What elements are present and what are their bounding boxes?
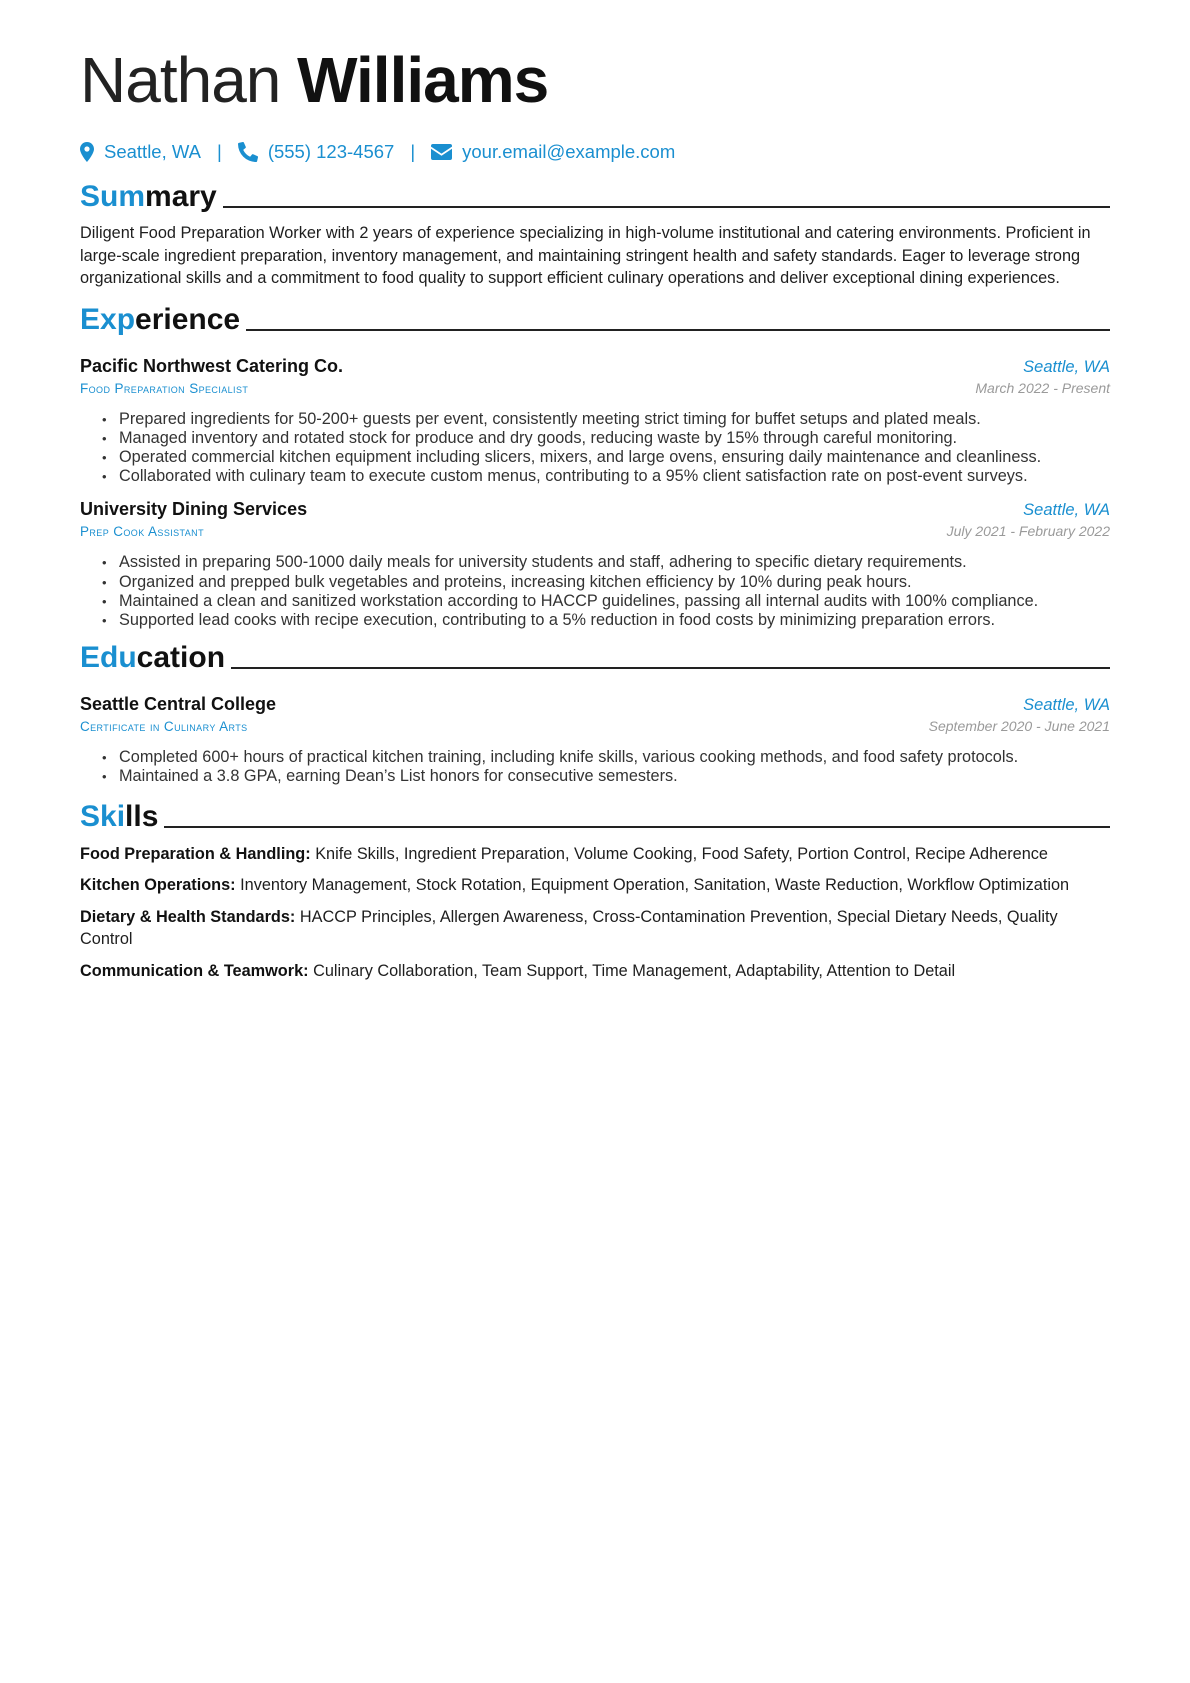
achievement-list xyxy=(80,410,1110,487)
list-item: • Managed inventory and rotated stock for produce and dry goods, reducing waste by 15% through careful monitoring. xyxy=(102,429,1110,448)
school-location: Seattle, WA xyxy=(1023,696,1110,715)
skill-row xyxy=(80,874,1110,897)
experience-entry xyxy=(80,499,1110,630)
education-entry xyxy=(80,694,1110,786)
list-item: • Maintained a 3.8 GPA, earning Dean’s List honors for consecutive semesters. xyxy=(102,767,1110,786)
contact-phone[interactable] xyxy=(238,141,395,163)
skill-category: Food Preparation & Handling: xyxy=(80,844,311,863)
entry-subheader-row xyxy=(80,380,1110,396)
entry-header-row xyxy=(80,356,1110,377)
list-item: • Prepared ingredients for 50-200+ guests per event, consistently meeting strict timing for buffet setups and plated meals. xyxy=(102,410,1110,429)
map-marker-icon xyxy=(80,142,94,162)
list-item: • Assisted in preparing 500-1000 daily meals for university students and staff, adhering to specific dietary requirements. xyxy=(102,553,1110,572)
skill-category: Kitchen Operations: xyxy=(80,876,236,895)
skill-category: Communication & Teamwork: xyxy=(80,961,309,980)
list-item: • Supported lead cooks with recipe execution, contributing to a 5% reduction in food costs by minimizing preparation errors. xyxy=(102,611,1110,630)
education-dates: September 2020 - June 2021 xyxy=(928,718,1110,735)
section-title-summary xyxy=(80,179,217,215)
degree-title: Certificate in Culinary Arts xyxy=(80,719,248,735)
section-divider xyxy=(246,329,1110,331)
email-link: your.email@example.com xyxy=(462,141,676,162)
section-title-rest: lls xyxy=(125,799,159,833)
section-divider xyxy=(164,826,1110,828)
skills-list xyxy=(80,843,1110,983)
skill-values: Culinary Collaboration, Team Support, Time Management, Adaptability, Attention to Detail xyxy=(313,961,956,980)
list-item: • Maintained a clean and sanitized workstation according to HACCP guidelines, passing all internal audits with 100% compliance. xyxy=(102,592,1110,611)
section-title-accent: Sum xyxy=(80,180,146,213)
section-title-accent: Edu xyxy=(80,641,137,675)
summary-text: Diligent Food Preparation Worker with 2 years of experience specializing in high-volume institutional and catering environments. Proficient in large-scale ingredient preparation, inventory management, and maintaining stringent health and safety standards. Eager to leverage strong organizational skills and a commitment to food quality to support efficient culinary operations and deliver exceptional dining experiences. xyxy=(80,224,1091,287)
last-name: Williams xyxy=(297,44,549,116)
list-item: • Completed 600+ hours of practical kitchen training, including knife skills, various cooking methods, and food safety protocols. xyxy=(102,748,1110,767)
phone-icon xyxy=(238,142,258,162)
section-title-accent: Ski xyxy=(80,799,126,833)
entry-header-row xyxy=(80,694,1110,715)
employer-name: University Dining Services xyxy=(80,499,308,520)
skill-row xyxy=(80,960,1110,983)
job-dates: July 2021 - February 2022 xyxy=(946,523,1110,540)
section-title-rest: erience xyxy=(135,302,241,336)
school-name: Seattle Central College xyxy=(80,694,277,715)
skill-values: Inventory Management, Stock Rotation, Equipment Operation, Sanitation, Waste Reduction, Workflow Optimization xyxy=(240,876,1070,895)
section-title-accent: Exp xyxy=(80,302,136,336)
contact-separator: | xyxy=(217,141,222,162)
list-item: • Collaborated with culinary team to execute custom menus, contributing to a 95% client satisfaction rate on post-event surveys. xyxy=(102,467,1110,486)
first-name: Nathan xyxy=(80,44,281,116)
section-title-education xyxy=(80,640,225,676)
skill-values: HACCP Principles, Allergen Awareness, Cross-Contamination Prevention, Special Dietary Needs, Quality Control xyxy=(80,907,1058,949)
phone-text: (555) 123-4567 xyxy=(267,141,395,162)
section-title-experience xyxy=(80,302,240,338)
skills-section-header xyxy=(80,799,1110,835)
experience-entry xyxy=(80,356,1110,487)
section-divider xyxy=(223,206,1110,208)
entry-header-row xyxy=(80,499,1110,520)
skill-row xyxy=(80,906,1110,951)
summary-section-header xyxy=(80,179,1110,215)
skill-row xyxy=(80,843,1110,866)
section-title-skills xyxy=(80,799,158,835)
skill-category: Dietary & Health Standards: xyxy=(80,907,296,926)
achievement-list xyxy=(80,748,1110,786)
section-title-rest: mary xyxy=(145,180,217,213)
entry-subheader-row xyxy=(80,523,1110,539)
location-text: Seattle, WA xyxy=(104,141,201,162)
contact-bar xyxy=(80,139,1110,165)
candidate-name xyxy=(80,40,1110,120)
education-section-header xyxy=(80,640,1110,676)
job-title: Food Preparation Specialist xyxy=(80,380,249,396)
achievement-list xyxy=(80,553,1110,630)
entry-subheader-row xyxy=(80,718,1110,734)
contact-location xyxy=(80,141,201,163)
skill-values: Knife Skills, Ingredient Preparation, Volume Cooking, Food Safety, Portion Control, Recipe Adherence xyxy=(315,844,1048,863)
list-item: • Organized and prepped bulk vegetables and proteins, increasing kitchen efficiency by 10% during peak hours. xyxy=(102,573,1110,592)
envelope-icon xyxy=(431,144,452,160)
section-title-rest: cation xyxy=(136,641,226,675)
experience-section-header xyxy=(80,302,1110,338)
job-location: Seattle, WA xyxy=(1023,501,1110,520)
job-dates: March 2022 - Present xyxy=(975,379,1110,396)
contact-separator: | xyxy=(410,141,416,162)
job-location: Seattle, WA xyxy=(1023,357,1110,376)
employer-name: Pacific Northwest Catering Co. xyxy=(80,355,344,376)
list-item: • Operated commercial kitchen equipment including slicers, mixers, and large ovens, ensuring daily maintenance and cleanliness. xyxy=(102,448,1110,467)
job-title: Prep Cook Assistant xyxy=(80,524,204,540)
section-divider xyxy=(231,667,1110,669)
contact-email[interactable] xyxy=(431,141,675,163)
